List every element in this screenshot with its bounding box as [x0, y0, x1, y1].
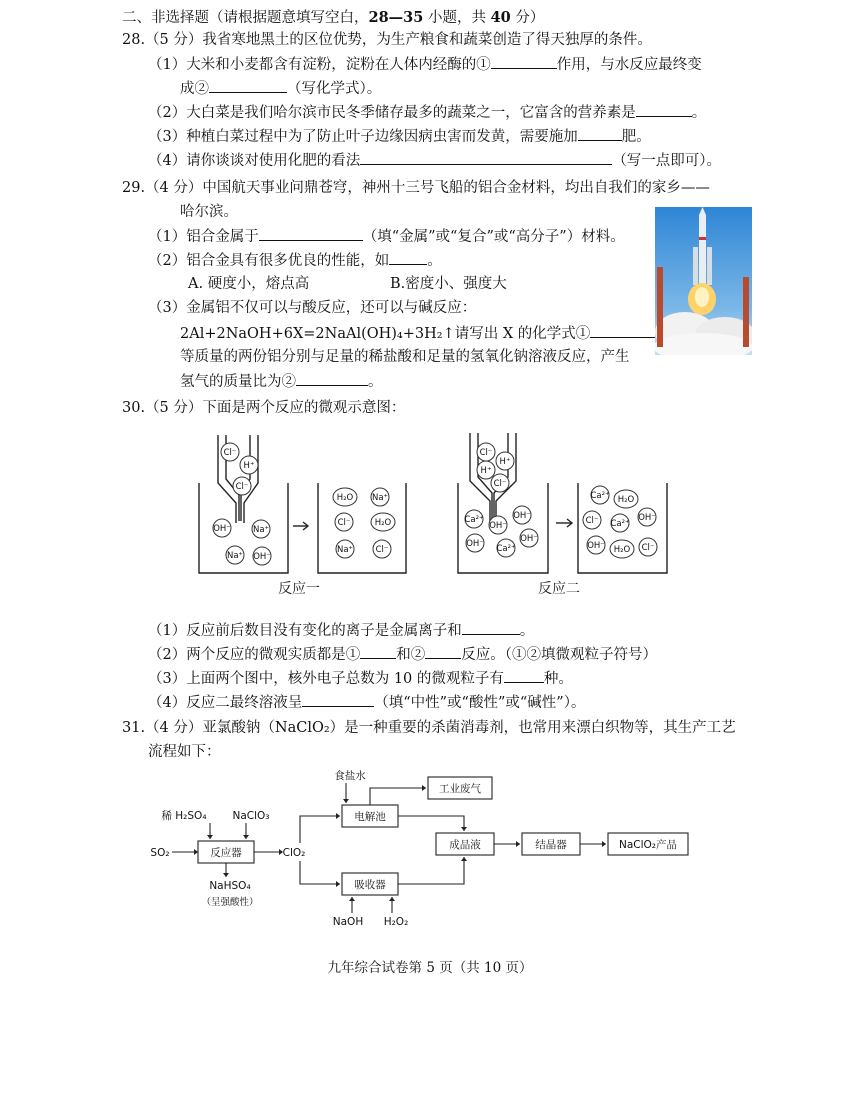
- ca-particle-label: Ca²⁺: [496, 544, 516, 554]
- answer-blank[interactable]: [578, 126, 622, 141]
- answer-blank[interactable]: [360, 150, 612, 165]
- q29-part2: （2）铝合金具有很多优良的性能，如 。: [148, 250, 442, 271]
- q31-stem-cont: 流程如下：: [148, 744, 221, 760]
- label-waste-gas: 工业废气: [439, 783, 481, 795]
- oh-particle-label: OH⁻: [466, 539, 484, 549]
- q29-option-b: B.密度小、强度大: [390, 276, 507, 292]
- cl-particle-label: Cl⁻: [585, 516, 599, 526]
- cl-particle-label: Cl⁻: [235, 482, 249, 492]
- q29-part3-cont: 等质量的两份铝分别与足量的稀盐酸和足量的氢氧化钠溶液反应，产生: [180, 349, 630, 365]
- answer-blank[interactable]: [259, 226, 363, 241]
- q28-part3: （3）种植白菜过程中为了防止叶子边缘因病虫害而发黄，需要施加 肥。: [148, 126, 651, 147]
- na-particle-label: Na⁺: [252, 525, 270, 535]
- page-footer: 九年综合试卷第 5 页（共 10 页）: [327, 960, 533, 976]
- answer-blank[interactable]: [360, 644, 396, 659]
- beaker-1-after: [318, 483, 406, 573]
- answer-blank[interactable]: [209, 78, 287, 93]
- cl-particle-label: Cl⁻: [223, 448, 237, 458]
- ca-particle-label: Ca²⁺: [590, 491, 610, 501]
- oh-particle-label: OH⁻: [513, 511, 531, 521]
- cl-particle-label: Cl⁻: [375, 545, 389, 555]
- h2o-particle-label: H₂O: [613, 545, 631, 555]
- q30-part3: （3）上面两个图中，核外电子总数为 10 的微观粒子有 种。: [148, 668, 573, 689]
- ca-particle-label: Ca²⁺: [464, 515, 484, 525]
- label-naclo3: NaClO₃: [232, 810, 270, 822]
- label-electrolysis: 电解池: [354, 811, 386, 823]
- oh-particle-label: OH⁻: [489, 521, 507, 531]
- answer-blank[interactable]: [462, 620, 520, 635]
- reaction-diagram: [0, 425, 860, 605]
- label-so2: SO₂: [150, 847, 170, 859]
- rocket-launch-photo: [655, 207, 752, 355]
- h2o-particle-label: H₂O: [617, 495, 635, 505]
- answer-blank[interactable]: [504, 668, 544, 683]
- label-crystallizer: 结晶器: [535, 839, 567, 851]
- cl-particle-label: Cl⁻: [337, 518, 351, 528]
- reaction-1-label: 反应一: [278, 581, 320, 597]
- answer-blank[interactable]: [590, 323, 662, 338]
- q30-part4: （4）反应二最终溶液呈 （填“中性”或“酸性”或“碱性”）。: [148, 692, 585, 713]
- label-brine: 食盐水: [334, 770, 366, 782]
- na-particle-label: Na⁺: [226, 551, 244, 561]
- section-header: 二、非选择题（请根据题意填写空白，28—35 小题，共 40 分）: [122, 9, 545, 26]
- label-nahso4: NaHSO₄: [209, 880, 251, 892]
- label-naoh: NaOH: [332, 916, 364, 928]
- h-particle-label: H⁺: [480, 466, 492, 476]
- q28-stem: 28.（5 分）我省寒地黑土的区位优势，为生产粮食和蔬菜创造了得天独厚的条件。: [122, 32, 652, 48]
- q29-part1: （1）铝合金属于 （填“金属”或“复合”或“高分子”）材料。: [148, 226, 625, 247]
- q29-stem-cont: 哈尔滨。: [180, 204, 238, 220]
- q28-part4: （4）请你谈谈对使用化肥的看法 （写一点即可）。: [148, 150, 721, 171]
- label-reactor: 反应器: [210, 847, 242, 859]
- answer-blank[interactable]: [302, 692, 374, 707]
- label-dilute-h2so4: 稀 H₂SO₄: [161, 810, 207, 822]
- q29-part3-cont2: 氢气的质量比为② 。: [180, 371, 383, 392]
- cl-particle-label: Cl⁻: [479, 448, 493, 458]
- answer-blank[interactable]: [389, 250, 427, 265]
- label-product: NaClO₂产品: [618, 839, 678, 851]
- oh-particle-label: OH⁻: [638, 513, 656, 523]
- q29-option-a: A. 硬度小，熔点高: [188, 276, 310, 292]
- label-h2o2: H₂O₂: [383, 916, 409, 928]
- na-particle-label: Na⁺: [371, 493, 389, 503]
- answer-blank[interactable]: [425, 644, 461, 659]
- oh-particle-label: OH⁻: [213, 524, 231, 534]
- q29-equation: 2Al+2NaOH+6X=2NaAl(OH)₄+3H₂↑请写出 X 的化学式①: [180, 323, 677, 344]
- process-flow-diagram: [0, 765, 860, 935]
- q31-stem: 31.（4 分）亚氯酸钠（NaClO₂）是一种重要的杀菌消毒剂，也常用来漂白织物等，其生产工艺: [122, 720, 736, 736]
- q29-stem: 29.（4 分）中国航天事业问鼎苍穹，神州十三号飞船的铝合金材料，均出自我们的家乡——: [122, 180, 710, 196]
- oh-particle-label: OH⁻: [587, 541, 605, 551]
- q30-stem: 30.（5 分）下面是两个反应的微观示意图：: [122, 400, 406, 416]
- cl-particle-label: Cl⁻: [493, 479, 507, 489]
- ca-particle-label: Ca²⁺: [610, 519, 630, 529]
- na-particle-label: Na⁺: [336, 545, 354, 555]
- q30-part2: （2）两个反应的微观实质都是① 和② 反应。（①②填微观粒子符号）: [148, 644, 657, 665]
- h2o-particle-label: H₂O: [374, 518, 392, 528]
- oh-particle-label: OH⁻: [253, 552, 271, 562]
- label-strong-acid: （呈强酸性）: [201, 897, 259, 908]
- h-particle-label: H⁺: [243, 461, 255, 471]
- h2o-particle-label: H₂O: [336, 493, 354, 503]
- answer-blank[interactable]: [636, 102, 692, 117]
- q28-part2: （2）大白菜是我们哈尔滨市民冬季储存最多的蔬菜之一，它富含的营养素是 。: [148, 102, 706, 123]
- q28-part1-cont: 成② （写化学式）。: [180, 78, 381, 99]
- cl-particle-label: Cl⁻: [641, 543, 655, 553]
- q30-part1: （1）反应前后数目没有变化的离子是金属离子和 。: [148, 620, 534, 641]
- oh-particle-label: OH⁻: [520, 534, 538, 544]
- h-particle-label: H⁺: [499, 457, 511, 467]
- reaction-2-label: 反应二: [538, 581, 580, 597]
- q29-part3: （3）金属铝不仅可以与酸反应，还可以与碱反应：: [148, 300, 477, 316]
- label-absorber: 吸收器: [354, 879, 386, 891]
- answer-blank[interactable]: [296, 371, 368, 386]
- label-clo2: ClO₂: [282, 847, 306, 859]
- answer-blank[interactable]: [491, 54, 557, 69]
- q28-part1: （1）大米和小麦都含有淀粉，淀粉在人体内经酶的① 作用，与水反应最终变: [148, 54, 702, 75]
- label-product-liquid: 成品液: [449, 839, 481, 851]
